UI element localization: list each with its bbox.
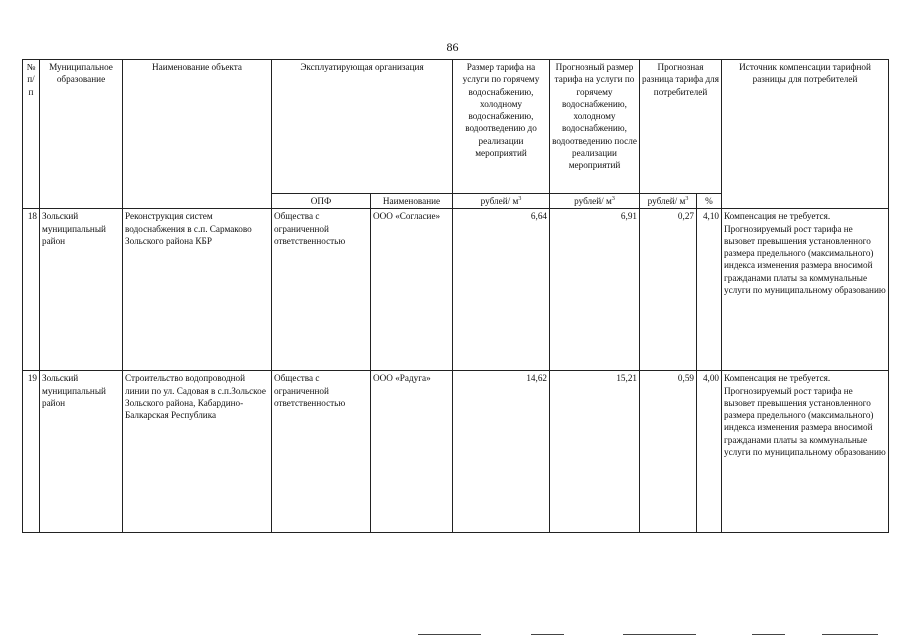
subheader-name: Наименование — [371, 194, 453, 209]
row-compensation: Компенсация не требуется. Прогнозируемый рост тарифа не вызовет превышения установленного размера предельного (максимального) индекса изменения размера вносимой гражданами платы за коммунальные услуги по муниципальному образованию — [722, 371, 889, 533]
row-compensation: Компенсация не требуется. Прогнозируемый рост тарифа не вызовет превышения установленного размера предельного (максимального) индекса изменения размера вносимой гражданами платы за коммунальные услуги по муниципальному образованию — [722, 209, 889, 371]
header-tariff-diff: Прогнозная разница тарифа для потребителей — [640, 60, 722, 194]
unit-text: рублей/ м — [574, 196, 612, 206]
row-opf: Общества с ограниченной ответственностью — [272, 209, 371, 371]
row-tariff-after: 15,21 — [550, 371, 640, 533]
row-num: 19 — [23, 371, 40, 533]
subheader-unit-diff — [640, 194, 697, 209]
row-diff-rub: 0,59 — [640, 371, 697, 533]
unit-sup: 3 — [685, 195, 689, 202]
header-row — [23, 60, 889, 194]
row-object-name: Реконструкция систем водоснабжения в с.п. Сармаково Зольского района КБР — [123, 209, 272, 371]
row-diff-rub: 0,27 — [640, 209, 697, 371]
header-operator: Эксплуатирующая организация — [272, 60, 453, 194]
row-org-name: ООО «Согласие» — [371, 209, 453, 371]
header-compensation: Источник компенсации тарифной разницы для потребителей — [722, 60, 889, 209]
header-num: № п/п — [23, 60, 40, 209]
row-diff-pct: 4,00 — [697, 371, 722, 533]
header-tariff-after: Прогнозный размер тарифа на услуги по горячему водоснабжению, холодному водоснабжению, водоотведению после реализации мероприятий — [550, 60, 640, 194]
unit-text: рублей/ м — [647, 196, 686, 206]
row-org-name: ООО «Радуга» — [371, 371, 453, 533]
footer-line — [752, 634, 785, 635]
table-row — [23, 371, 889, 533]
subheader-unit-before — [453, 194, 550, 209]
page-number: 86 — [446, 40, 459, 54]
row-municipality: Зольский муниципальный район — [40, 371, 123, 533]
tariff-table — [22, 59, 889, 533]
row-object-name: Строительство водопроводной линии по ул. Садовая в с.п.Зольское Зольского района, Кабардино-Балкарская Республика — [123, 371, 272, 533]
header-object-name: Наименование объекта — [123, 60, 272, 209]
header-tariff-before: Размер тарифа на услуги по горячему водоснабжению, холодному водоснабжению, водоотведению до реализации мероприятий — [453, 60, 550, 194]
subheader-opf: ОПФ — [272, 194, 371, 209]
subheader-percent: % — [697, 194, 722, 209]
header-municipality: Муниципальное образование — [40, 60, 123, 209]
footer-line — [531, 634, 564, 635]
row-opf: Общества с ограниченной ответственностью — [272, 371, 371, 533]
row-num: 18 — [23, 209, 40, 371]
unit-sup: 3 — [611, 195, 615, 202]
row-tariff-before: 6,64 — [453, 209, 550, 371]
row-tariff-before: 14,62 — [453, 371, 550, 533]
row-diff-pct: 4,10 — [697, 209, 722, 371]
table-row — [23, 209, 889, 371]
footer-line — [418, 634, 481, 635]
unit-text: рублей/ м — [480, 196, 519, 206]
row-tariff-after: 6,91 — [550, 209, 640, 371]
unit-sup: 3 — [518, 195, 522, 202]
row-municipality: Зольский муниципальный район — [40, 209, 123, 371]
footer-line — [623, 634, 696, 635]
subheader-unit-after — [550, 194, 640, 209]
footer-line — [822, 634, 878, 635]
